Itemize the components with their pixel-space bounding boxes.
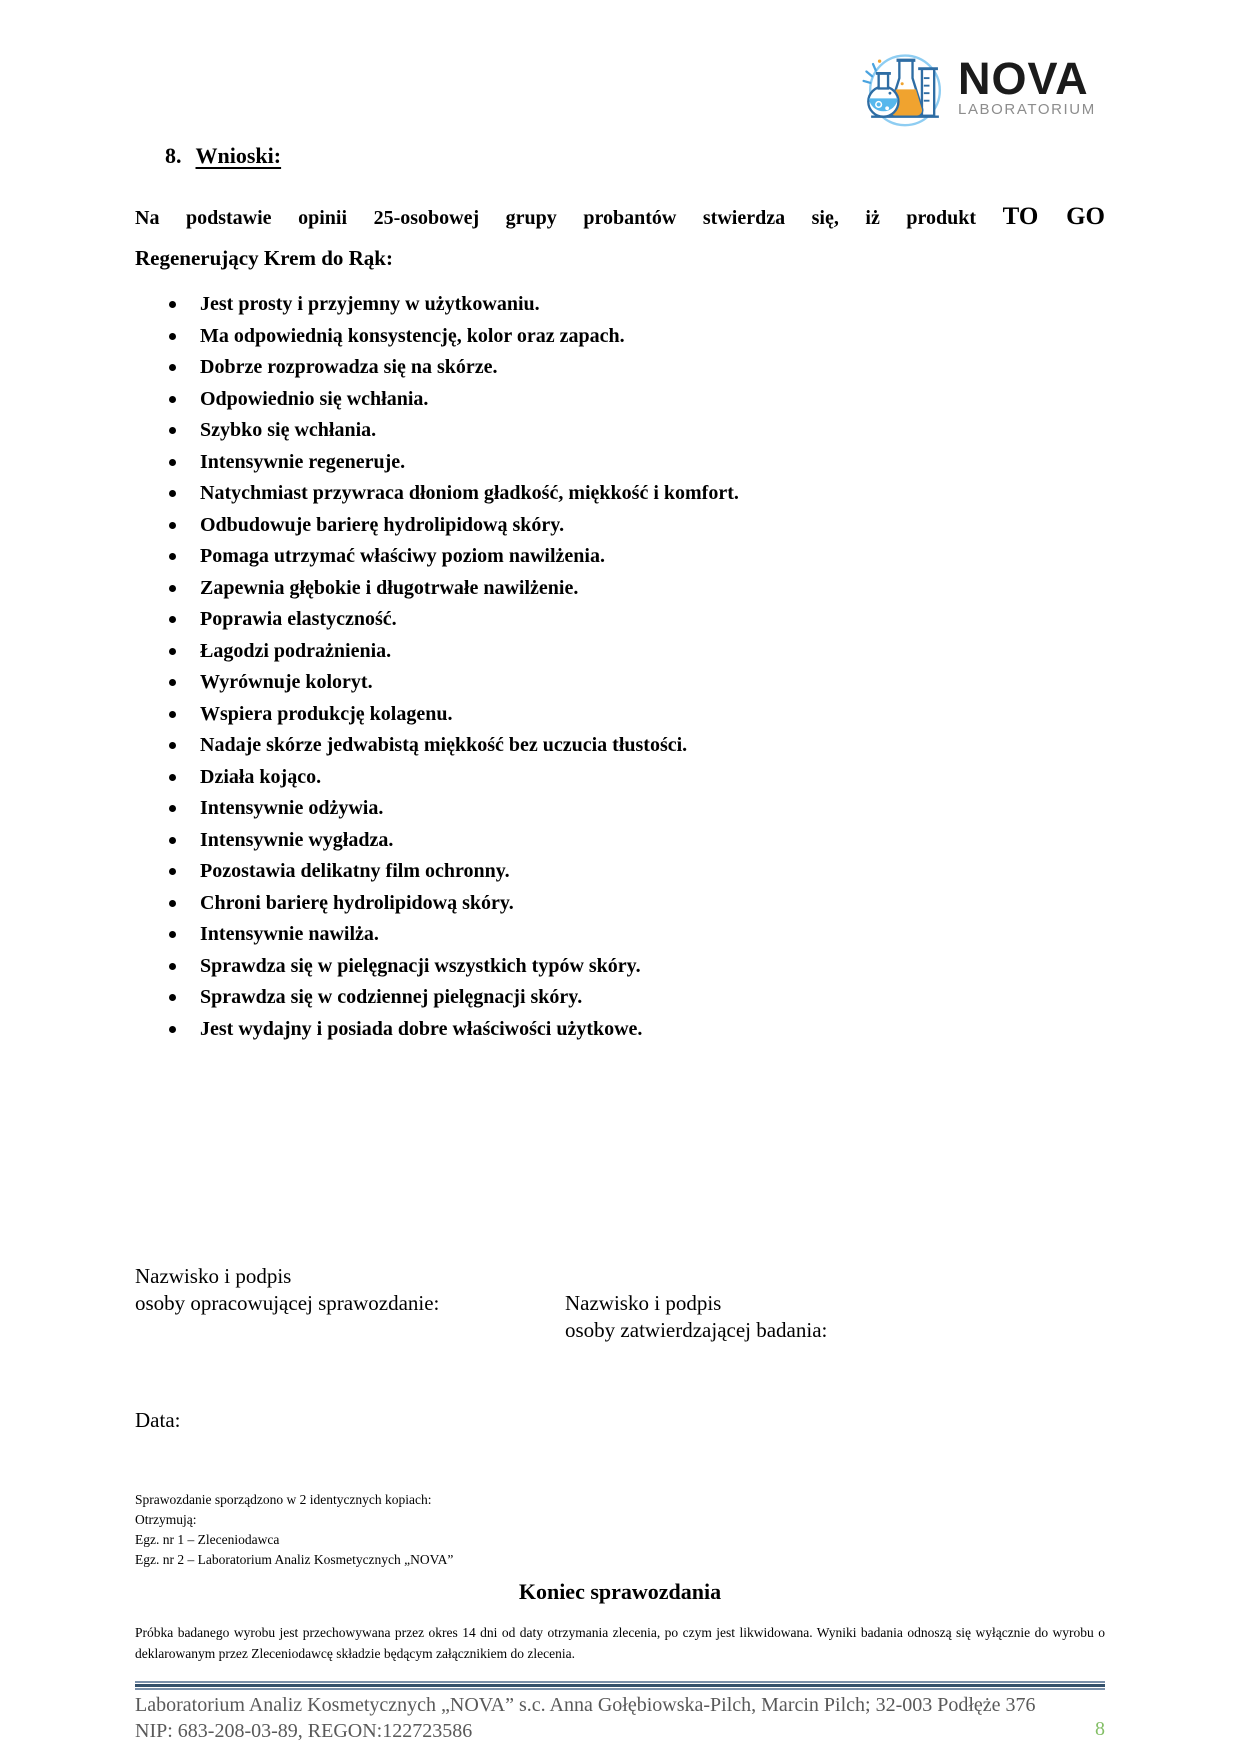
intro-paragraph [135, 203, 1105, 231]
distribution-line: Egz. nr 2 – Laboratorium Analiz Kosmetycznych „NOVA” [135, 1552, 454, 1567]
signature-block-author [135, 1263, 439, 1317]
footer [135, 1692, 1105, 1744]
footer-tax-line: NIP: 683-208-03-89, REGON:122723586 [135, 1720, 473, 1742]
list-item: Dobrze rozprowadza się na skórze. [135, 352, 1105, 384]
logo-name: NOVA [958, 53, 1089, 104]
list-item: Działa kojąco. [135, 762, 1105, 794]
signature-approver-line2: osoby zatwierdzającej badania: [565, 1318, 828, 1342]
signature-author-line2: osoby opracowującej sprawozdanie: [135, 1291, 440, 1315]
document-body [135, 0, 1105, 1755]
footer-divider [135, 1681, 1105, 1690]
list-item: Intensywnie nawilża. [135, 919, 1105, 951]
list-item: Wyrównuje koloryt. [135, 667, 1105, 699]
list-item: Nadaje skórze jedwabistą miękkość bez uczucia tłustości. [135, 730, 1105, 762]
list-item: Chroni barierę hydrolipidową skóry. [135, 888, 1105, 920]
logo-subtitle: LABORATORIUM [958, 101, 1096, 118]
list-item: Intensywnie odżywia. [135, 793, 1105, 825]
section-title: Wnioski: [195, 143, 282, 168]
section-heading [165, 143, 281, 169]
list-item: Natychmiast przywraca dłoniom gładkość, miękkość i komfort. [135, 478, 1105, 510]
conclusions-list [135, 289, 1105, 1045]
list-item: Intensywnie regeneruje. [135, 447, 1105, 479]
list-item: Sprawdza się w pielęgnacji wszystkich typów skóry. [135, 951, 1105, 983]
list-item: Łagodzi podrażnienia. [135, 636, 1105, 668]
sample-retention-note: Próbka badanego wyrobu jest przechowywana przez okres 14 dni od daty otrzymania zlecenia, po czym jest likwidowana. Wyniki badania odnoszą się wyłącznie do wyrobu o deklarowanym przez Zleceniodawcę składzie będącym załącznikiem do zlecenia. [135, 1625, 1105, 1661]
signature-block-approver [565, 1290, 827, 1344]
product-subtitle: Regenerujący Krem do Rąk: [135, 246, 393, 270]
list-item: Odbudowuje barierę hydrolipidową skóry. [135, 510, 1105, 542]
intro-text: Na podstawie opinii 25-osobowej grupy probantów stwierdza się, iż produkt [135, 207, 977, 229]
date-label: Data: [135, 1408, 181, 1432]
end-of-report-title: Koniec sprawozdania [518, 1579, 722, 1604]
list-item: Odpowiednio się wchłania. [135, 384, 1105, 416]
list-item: Pozostawia delikatny film ochronny. [135, 856, 1105, 888]
page-number: 8 [1095, 1718, 1105, 1740]
section-number: 8. [165, 143, 182, 168]
footer-company-line: Laboratorium Analiz Kosmetycznych „NOVA” s.c. Anna Gołębiowska-Pilch, Marcin Pilch; 32-003 Podłęże 376 [135, 1694, 1036, 1716]
distribution-line: Otrzymują: [135, 1512, 197, 1527]
list-item: Jest wydajny i posiada dobre właściwości użytkowe. [135, 1014, 1105, 1046]
list-item: Zapewnia głębokie i długotrwałe nawilżenie. [135, 573, 1105, 605]
list-item: Poprawia elastyczność. [135, 604, 1105, 636]
distribution-note [135, 1490, 453, 1570]
distribution-line: Sprawozdanie sporządzono w 2 identycznych kopiach: [135, 1492, 432, 1507]
list-item: Sprawdza się w codziennej pielęgnacji skóry. [135, 982, 1105, 1014]
signature-author-line1: Nazwisko i podpis [135, 1264, 292, 1288]
signature-approver-line1: Nazwisko i podpis [565, 1291, 722, 1315]
distribution-line: Egz. nr 1 – Zleceniodawca [135, 1532, 280, 1547]
list-item: Jest prosty i przyjemny w użytkowaniu. [135, 289, 1105, 321]
list-item: Intensywnie wygładza. [135, 825, 1105, 857]
product-name: TO GO [1002, 203, 1106, 230]
list-item: Szybko się wchłania. [135, 415, 1105, 447]
list-item: Ma odpowiednią konsystencję, kolor oraz zapach. [135, 321, 1105, 353]
list-item: Wspiera produkcję kolagenu. [135, 699, 1105, 731]
list-item: Pomaga utrzymać właściwy poziom nawilżenia. [135, 541, 1105, 573]
